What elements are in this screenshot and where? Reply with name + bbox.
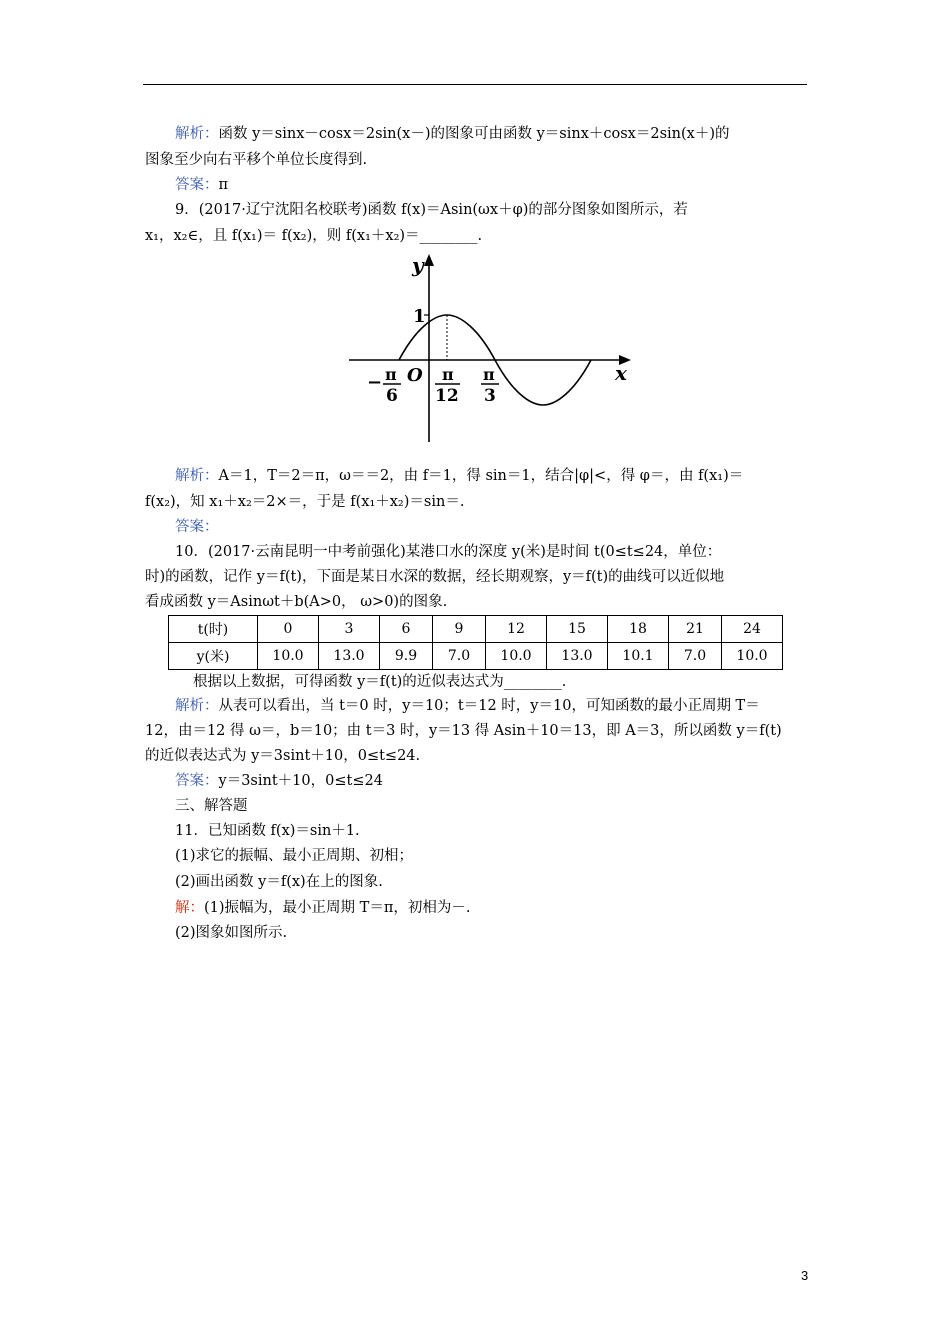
y-axis-arrow [424, 254, 434, 266]
q9-analysis-line2: f(x₂)，知 x₁＋x₂＝2×＝，于是 f(x₁＋x₂)＝sin＝. [145, 494, 465, 510]
q10-analysis-line3: 的近似表达式为 y＝3sint＋10，0≤t≤24. [145, 748, 421, 764]
table-header-y: y(米) [169, 643, 258, 670]
q10-analysis-line2: 12，由＝12 得 ω＝，b＝10；由 t＝3 时，y＝13 得 Asin＋10＝13，即 A＝3，所以函数 y＝f(t) [145, 723, 782, 739]
q11-solution-line1 [175, 898, 470, 918]
table-cell: 0 [258, 616, 319, 643]
q9-answer-label: 答案： [175, 519, 219, 535]
table-row-y [169, 643, 783, 670]
q11-solution-line2: (2)图象如图所示. [175, 925, 288, 941]
q10-line1: 10．(2017·云南昆明一中考前强化)某港口水的深度 y(米)是时间 t(0≤t≤24，单位： [175, 544, 722, 560]
table-cell: 10.1 [608, 643, 669, 670]
table-cell: 13.0 [547, 643, 608, 670]
q8-analysis-line2: 图象至少向右平移个单位长度得到. [145, 152, 368, 168]
q10-answer-line [175, 771, 383, 791]
table-row-t [169, 616, 783, 643]
q11-solution-label: 解： [175, 900, 204, 916]
table-cell: 10.0 [258, 643, 319, 670]
q9-line1: 9．(2017·辽宁沈阳名校联考)函数 f(x)＝Asin(ωx＋φ)的部分图象如图所示，若 [175, 202, 688, 218]
table-cell: 13.0 [319, 643, 380, 670]
table-cell: 12 [486, 616, 547, 643]
table-cell: 9.9 [380, 643, 433, 670]
table-cell: 10.0 [486, 643, 547, 670]
q9-answer-line [175, 517, 219, 537]
q11-line1: 11．已知函数 f(x)＝sin＋1. [175, 823, 360, 839]
q9-analysis-label: 解析： [175, 468, 219, 484]
q8-answer-label: 答案： [175, 177, 219, 193]
pi-12-numerator: π [442, 365, 454, 384]
q9-line2: x₁，x₂∈，且 f(x₁)＝ f(x₂)，则 f(x₁＋x₂)＝________. [145, 228, 483, 244]
section3-heading: 三、解答题 [175, 798, 248, 814]
table-cell: 6 [380, 616, 433, 643]
q8-answer-line [175, 175, 228, 195]
table-cell: 10.0 [722, 643, 783, 670]
pi-12-denominator: 12 [435, 386, 459, 406]
sine-graph [335, 250, 635, 450]
q11-line3: (2)画出函数 y＝f(x)在上的图象. [175, 874, 383, 890]
q10-analysis-text1: 从表可以看出，当 t＝0 时，y＝10；t＝12 时，y＝10，可知函数的最小正周期 T＝ [218, 698, 760, 714]
q10-line3: 看成函数 y＝Asinωt＋b(A>0， ω>0)的图象. [145, 594, 448, 610]
q8-analysis-text1: 函数 y＝sinx－cosx＝2sin(x－)的图象可由函数 y＝sinx＋cosx＝2sin(x＋)的 [218, 126, 730, 142]
table-cell: 7.0 [669, 643, 722, 670]
table-cell: 9 [433, 616, 486, 643]
header-rule [143, 84, 807, 85]
q8-analysis-label: 解析： [175, 126, 219, 142]
table-cell: 7.0 [433, 643, 486, 670]
q8-analysis-line1 [175, 124, 730, 144]
neg-pi-6-sign: − [367, 372, 383, 393]
table-header-t: t(时) [169, 616, 258, 643]
x-axis-label: x [615, 361, 627, 385]
q8-answer-value: π [218, 177, 229, 193]
q9-analysis-line1 [175, 466, 743, 486]
q10-answer-value: y＝3sint＋10，0≤t≤24 [218, 773, 383, 789]
y-tick-1-label: 1 [413, 306, 426, 327]
q11-solution-text1: (1)振幅为，最小正周期 T＝π，初相为－. [204, 900, 471, 916]
pi-3-numerator: π [483, 365, 495, 384]
depth-table [168, 615, 783, 670]
pi-3-denominator: 3 [484, 386, 496, 406]
origin-label: O [407, 365, 423, 386]
table-cell: 18 [608, 616, 669, 643]
q11-line2: (1)求它的振幅、最小正周期、初相； [175, 848, 414, 864]
page-number: 3 [801, 1268, 809, 1283]
q10-line2: 时)的函数，记作 y＝f(t)，下面是某日水深的数据，经长期观察，y＝f(t)的曲线可以近似地 [145, 569, 725, 585]
neg-pi-6-denominator: 6 [386, 386, 398, 406]
q10-analysis-label: 解析： [175, 698, 219, 714]
q9-analysis-text1: A＝1，T＝2＝π，ω＝＝2，由 f＝1，得 sin＝1，结合|φ|<，得 φ＝，由 f(x₁)＝ [218, 468, 744, 484]
table-cell: 24 [722, 616, 783, 643]
table-cell: 15 [547, 616, 608, 643]
table-cell: 3 [319, 616, 380, 643]
q10-after-table: 根据以上数据，可得函数 y＝f(t)的近似表达式为________. [193, 674, 567, 690]
table-cell: 21 [669, 616, 722, 643]
neg-pi-6-numerator: π [385, 365, 397, 384]
q10-analysis-line1 [175, 696, 760, 716]
q10-answer-label: 答案： [175, 773, 219, 789]
y-axis-label: y [412, 253, 424, 277]
